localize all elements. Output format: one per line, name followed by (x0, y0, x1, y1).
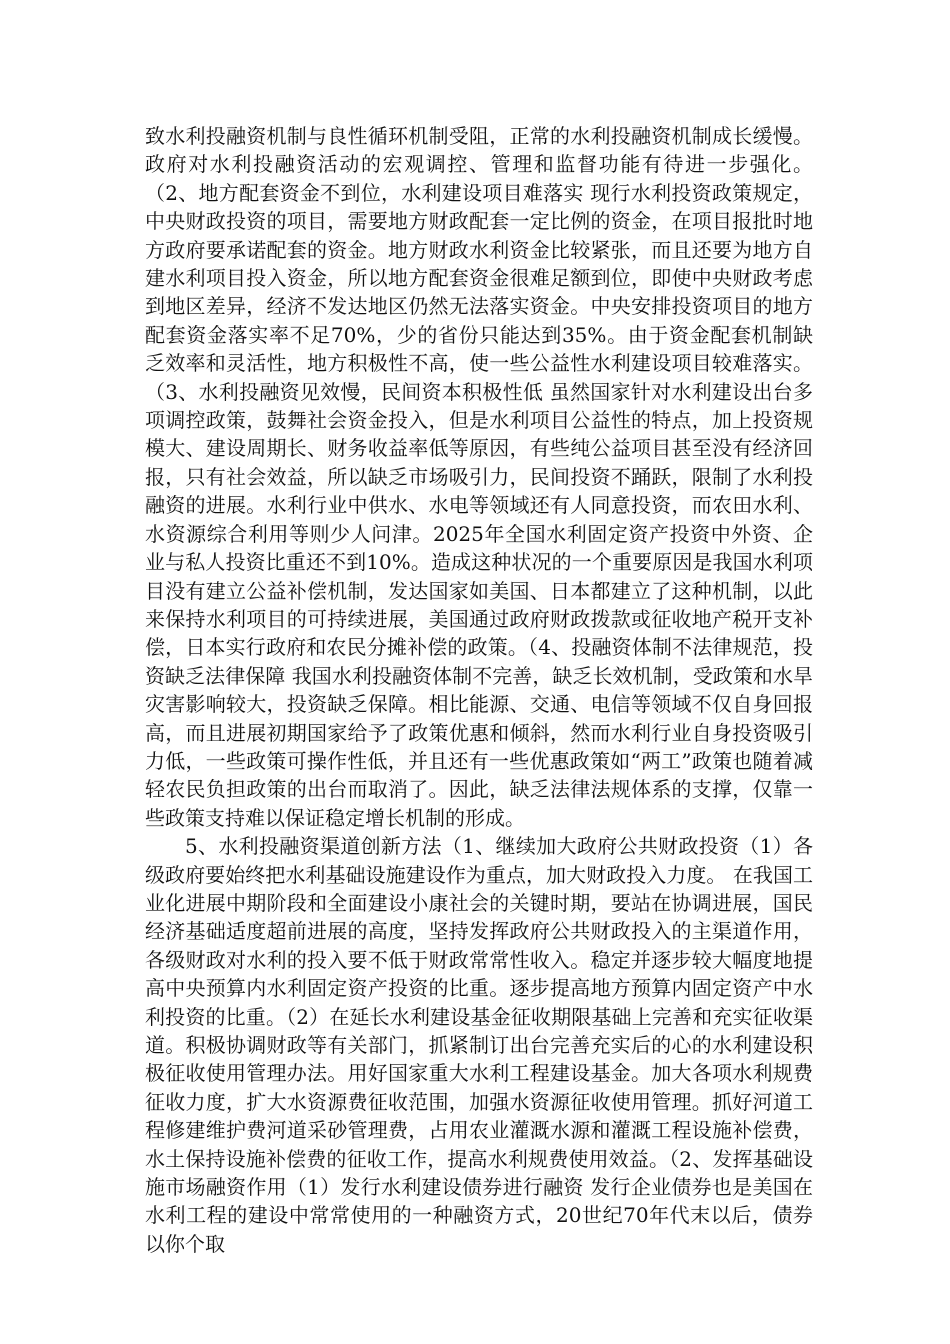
document-body (145, 122, 813, 1258)
paragraph-financing-innovation: 5、水利投融资渠道创新方法（1、继续加大政府公共财政投资（1）各级政府要始终把水利基础设施建设作为重点，加大财政投入力度。 在我国工业化进展中期阶段和全面建设小康社会的关键时期，要站在协调进展，国民经济基础适度超前进展的高度，坚持发挥政府公共财政投入的主渠道作用，各级财政对水利的投入要不低于财政常常性收入。稳定并逐步较大幅度地提高中央预算内水利固定资产投资的比重。逐步提高地方预算内固定资产中水利投资的比重。（2）在延长水利建设基金征收期限基础上完善和充实征收渠道。积极协调财政等有关部门，抓紧制订出台完善充实后的心的水利建设积极征收使用管理办法。用好国家重大水利工程建设基金。加大各项水利规费征收力度，扩大水资源费征收范围，加强水资源征收使用管理。抓好河道工程修建维护费河道采砂管理费，占用农业灌溉水源和灌溉工程设施补偿费，水土保持设施补偿费的征收工作，提高水利规费使用效益。（2、发挥基础设施市场融资作用（1）发行水利建设债券进行融资 发行企业债券也是美国在水利工程的建设中常常使用的一种融资方式，20世纪70年代末以后，债券以你个取 (145, 834, 813, 1256)
paragraph-investment-problems: 致水利投融资机制与良性循环机制受阻，正常的水利投融资机制成长缓慢。政府对水利投融资活动的宏观调控、管理和监督功能有待进一步强化。 （2、地方配套资金不到位，水利建设项目难落实 现行水利投资政策规定，中央财政投资的项目，需要地方财政配套一定比例的资金，在项目报批时地方政府要承诺配套的资金。地方财政水利资金比较紧张，而且还要为地方自建水利项目投入资金，所以地方配套资金很难足额到位，即使中央财政考虑到地区差异，经济不发达地区仍然无法落实资金。中央安排投资项目的地方配套资金落实率不足70%，少的省份只能达到35%。由于资金配套机制缺乏效率和灵活性，地方积极性不高，使一些公益性水利建设项目较难落实。 （3、水利投融资见效慢，民间资本积极性低 虽然国家针对水利建设出台多项调控政策，鼓舞社会资金投入，但是水利项目公益性的特点，加上投资规模大、建设周期长、财务收益率低等原因，有些纯公益项目甚至没有经济回报，只有社会效益，所以缺乏市场吸引力，民间投资不踊跃，限制了水利投融资的进展。水利行业中供水、水电等领域还有人同意投资，而农田水利、水资源综合利用等则少人问津。2025年全国水利固定资产投资中外资、企业与私人投资比重还不到10%。造成这种状况的一个重要原因是我国水利项目没有建立公益补偿机制，发达国家如美国、日本都建立了这种机制，以此来保持水利项目的可持续进展，美国通过政府财政拨款或征收地产税开支补偿，日本实行政府和农民分摊补偿的政策。（4、投融资体制不法律规范，投资缺乏法律保障 我国水利投融资体制不完善，缺乏长效机制，受政策和水旱灾害影响较大，投资缺乏保障。相比能源、交通、电信等领域不仅自身回报高，而且进展初期国家给予了政策优惠和倾斜，然而水利行业自身投资吸引力低，一些政策可操作性低，并且还有一些优惠政策如“两工”政策也随着减轻农民负担政策的出台而取消了。因此，缺乏法律法规体系的支撑，仅靠一些政策支持难以保证稳定增长机制的形成。 (145, 124, 813, 830)
